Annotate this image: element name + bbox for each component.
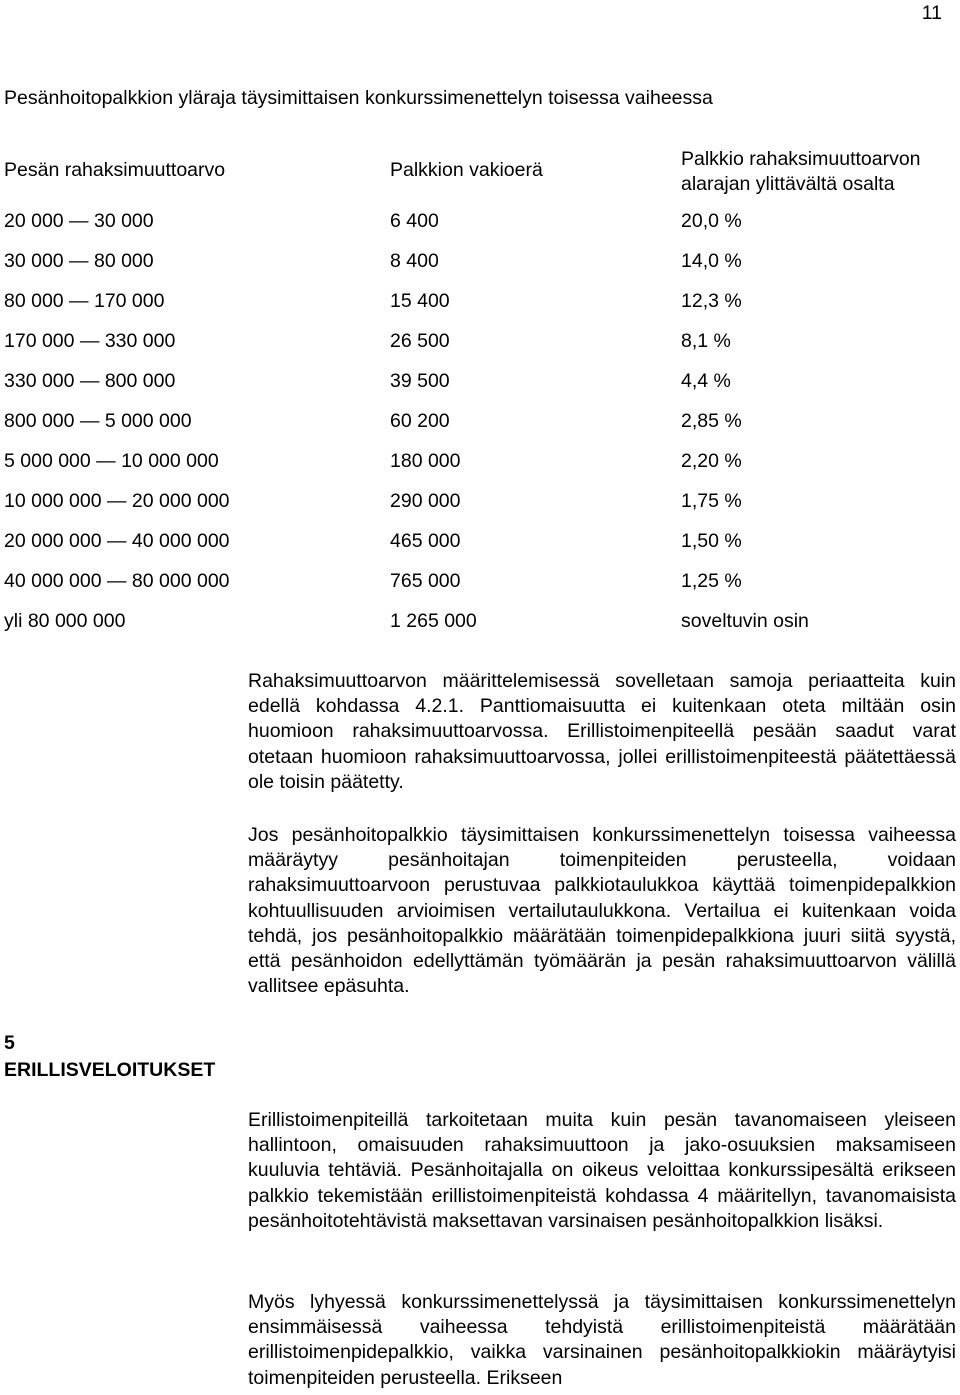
row-base: 765 000 — [390, 570, 461, 592]
table-title: Pesänhoitopalkkion yläraja täysimittaisen konkurssimenettelyn toisessa vaiheessa — [4, 87, 713, 109]
row-rate: 1,50 % — [681, 530, 742, 552]
row-base: 290 000 — [390, 490, 461, 512]
row-rate: 2,20 % — [681, 450, 742, 472]
row-base: 15 400 — [390, 290, 450, 312]
paragraph-valuation: Rahaksimuuttoarvon määrittelemisessä sovelletaan samoja periaatteita kuin edellä kohdassa 4.2.1. Panttiomaisuutta ei kuitenkaan oteta miltään osin huomioon rahaksimuuttoarvossa. Erillistoimenpiteellä pesään saadut varat otetaan huomioon rahaksimuuttoarvossa, jollei erillistoimenpiteestä päätettäessä ole toisin päätetty. — [248, 670, 956, 793]
row-range: 20 000 000 — 40 000 000 — [4, 530, 230, 552]
row-base: 180 000 — [390, 450, 461, 472]
row-rate: 1,25 % — [681, 570, 742, 592]
paragraph-special-measures: Erillistoimenpiteillä tarkoitetaan muita kuin pesän tavanomaiseen yleiseen hallintoon, omaisuuden rahaksimuuttoon ja jako-osuuksien maksamiseen kuuluvia tehtäviä. Pesänhoitajalla on oikeus veloittaa konkurssipesältä erikseen palkkio tekemistään erillistoimenpiteistä kohdassa 4 määritellyn, tavanomaisista pesänhoitotehtävistä maksettavan varsinaisen pesänhoitopalkkion lisäksi. — [248, 1109, 956, 1232]
row-rate: 12,3 % — [681, 290, 742, 312]
header-col1: Pesän rahaksimuuttoarvo — [4, 159, 226, 181]
row-rate: 8,1 % — [681, 330, 731, 352]
row-base: 465 000 — [390, 530, 461, 552]
section-heading — [4, 1030, 215, 1084]
row-rate: 14,0 % — [681, 250, 742, 272]
row-base: 6 400 — [390, 210, 439, 232]
header-col2: Palkkion vakioerä — [390, 159, 543, 181]
row-range: yli 80 000 000 — [4, 610, 126, 632]
row-range: 330 000 — 800 000 — [4, 370, 176, 392]
paragraph-comparison: Jos pesänhoitopalkkio täysimittaisen konkurssimenettelyn toisessa vaiheessa määräytyy pesänhoitajan toimenpiteiden perusteella, voidaan rahaksimuuttoarvoon perustuvaa palkkiotaulukkoa käyttää toimenpidepalkkion kohtuullisuuden arvioimisen vertailutaulukkona. Vertailua ei kuitenkaan voida tehdä, jos pesänhoitopalkkio määrätään toimenpidepalkkiona juuri siitä syystä, että pesänhoidon edellyttämän työmäärän ja pesän rahaksimuuttoarvon välillä vallitsee epäsuhta. — [248, 824, 956, 998]
row-base: 39 500 — [390, 370, 450, 392]
page-number: 11 — [921, 2, 942, 24]
row-range: 80 000 — 170 000 — [4, 290, 165, 312]
row-rate: soveltuvin osin — [681, 610, 809, 632]
row-base: 1 265 000 — [390, 610, 477, 632]
paragraph-short-procedure: Myös lyhyessä konkurssimenettelyssä ja täysimittaisen konkurssimenettelyn ensimmäisessä vaiheessa tehdyistä erillistoimenpiteistä määrätään erillistoimenpidepalkkio, vaikka varsinainen pesänhoitopalkkiokin määräytyisi toimenpiteiden perusteella. Erikseen — [248, 1291, 956, 1389]
row-range: 5 000 000 — 10 000 000 — [4, 450, 219, 472]
row-base: 26 500 — [390, 330, 450, 352]
row-rate: 2,85 % — [681, 410, 742, 432]
row-base: 60 200 — [390, 410, 450, 432]
header-col3-line2: alarajan ylittävältä osalta — [681, 173, 895, 195]
row-range: 10 000 000 — 20 000 000 — [4, 490, 230, 512]
row-rate: 4,4 % — [681, 370, 731, 392]
row-base: 8 400 — [390, 250, 439, 272]
row-range: 30 000 — 80 000 — [4, 250, 154, 272]
header-col3 — [681, 147, 921, 197]
section-number: 5 — [4, 1032, 15, 1054]
row-rate: 1,75 % — [681, 490, 742, 512]
section-title: ERILLISVELOITUKSET — [4, 1059, 216, 1081]
row-rate: 20,0 % — [681, 210, 742, 232]
row-range: 800 000 — 5 000 000 — [4, 410, 192, 432]
row-range: 170 000 — 330 000 — [4, 330, 176, 352]
row-range: 20 000 — 30 000 — [4, 210, 154, 232]
header-col3-line1: Palkkio rahaksimuuttoarvon — [681, 148, 921, 170]
row-range: 40 000 000 — 80 000 000 — [4, 570, 230, 592]
